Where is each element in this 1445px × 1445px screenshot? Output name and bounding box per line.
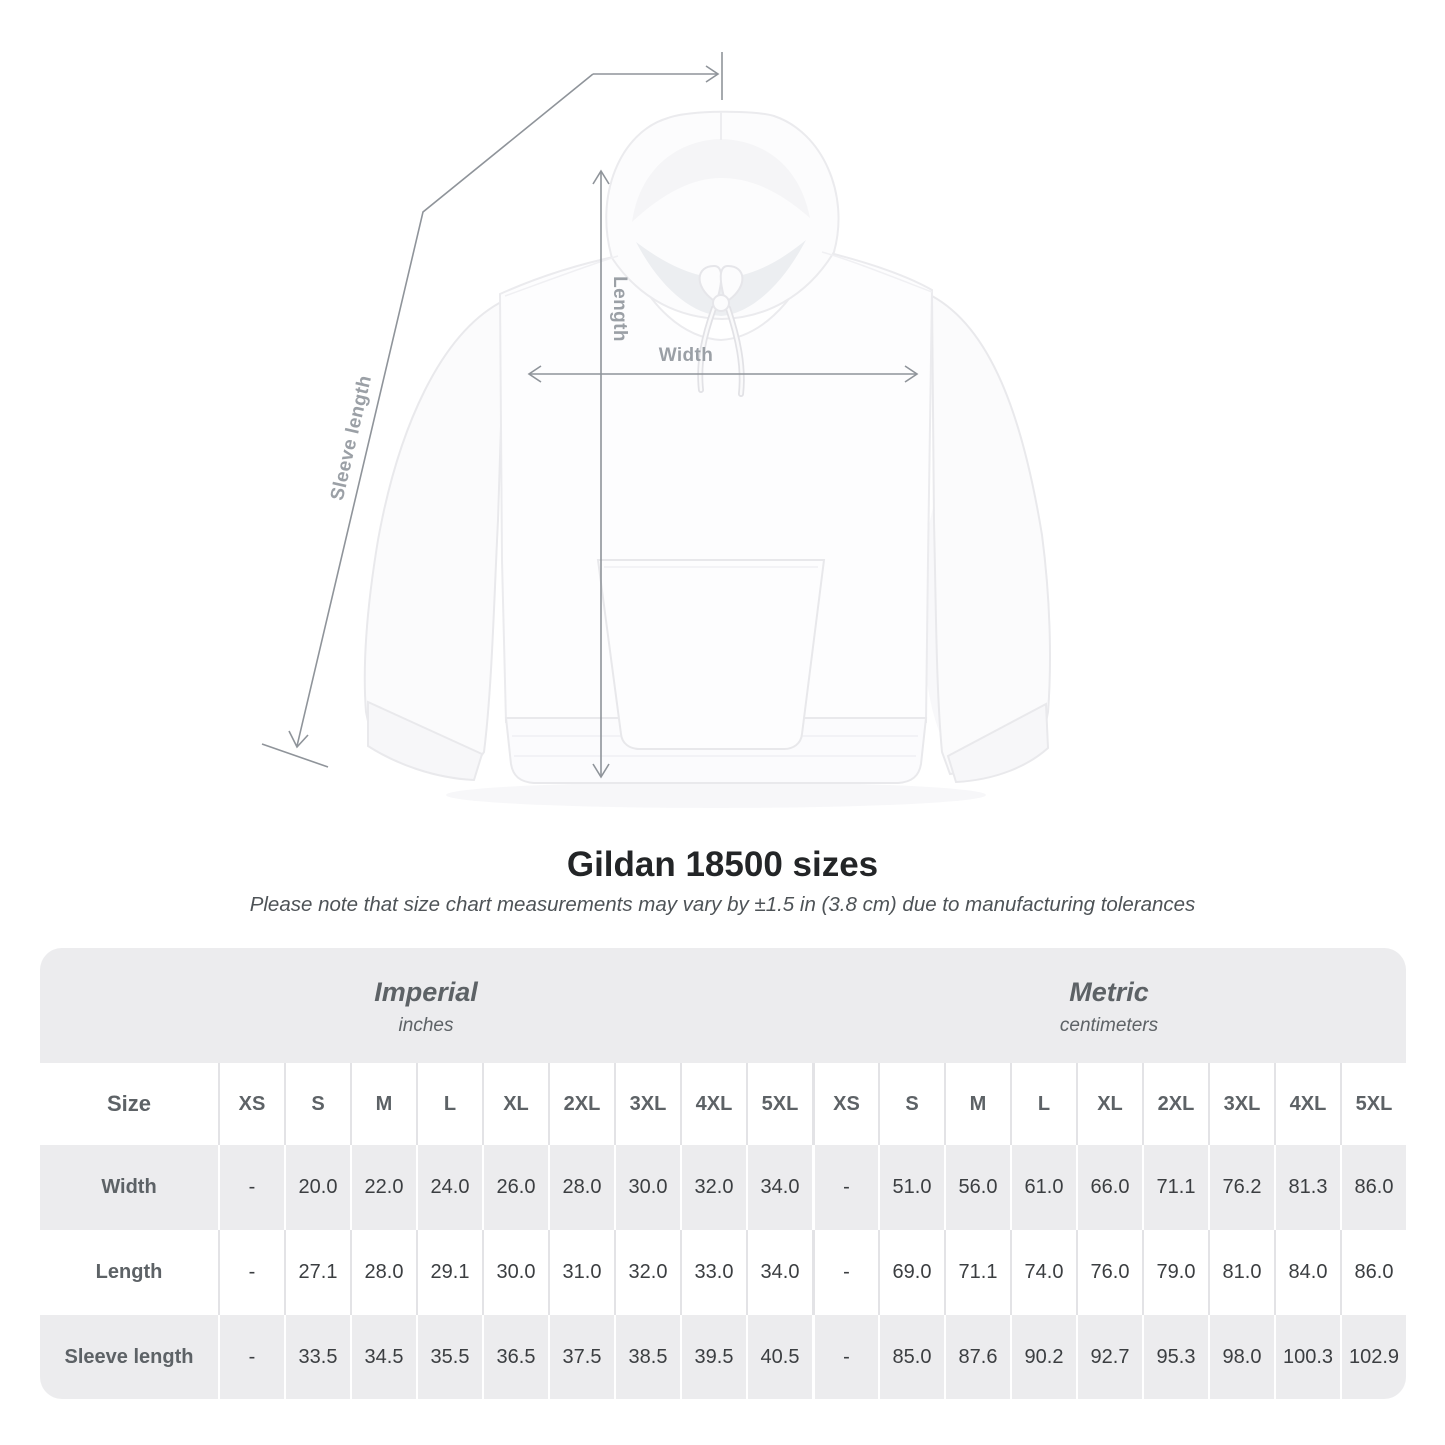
size-value-cell: 31.0 [548, 1230, 614, 1315]
size-chart-title: Gildan 18500 sizes [566, 845, 879, 884]
metric-label: Metric [1069, 976, 1149, 1007]
size-value-cell: 71.1 [944, 1230, 1010, 1315]
size-value-cell: 74.0 [1010, 1230, 1076, 1315]
size-value-cell: 33.0 [680, 1230, 746, 1315]
size-col-header: 4XL [680, 1063, 746, 1145]
size-col-header: 4XL [1274, 1063, 1340, 1145]
size-col-header: S [878, 1063, 944, 1145]
size-value-cell: 26.0 [482, 1145, 548, 1230]
size-value-cell: - [218, 1145, 284, 1230]
size-value-cell: - [218, 1315, 284, 1399]
size-value-cell: 27.1 [284, 1230, 350, 1315]
size-value-cell: 32.0 [614, 1230, 680, 1315]
size-value-cell: 71.1 [1142, 1145, 1208, 1230]
size-value-cell: 40.5 [746, 1315, 812, 1399]
size-value-cell: 76.0 [1076, 1230, 1142, 1315]
size-value-cell: 95.3 [1142, 1315, 1208, 1399]
size-value-cell: 38.5 [614, 1315, 680, 1399]
imperial-group-header [40, 948, 812, 1063]
size-col-header: M [944, 1063, 1010, 1145]
size-col-header: L [1010, 1063, 1076, 1145]
size-col-header: 5XL [1340, 1063, 1406, 1145]
size-value-cell: 39.5 [680, 1315, 746, 1399]
size-value-cell: 22.0 [350, 1145, 416, 1230]
size-value-cell: 92.7 [1076, 1315, 1142, 1399]
size-col-header: XL [482, 1063, 548, 1145]
size-value-cell: 24.0 [416, 1145, 482, 1230]
metric-group-header [812, 948, 1406, 1063]
size-value-cell: 100.3 [1274, 1315, 1340, 1399]
size-table [40, 948, 1406, 1399]
size-value-cell: 28.0 [548, 1145, 614, 1230]
row-label: Length [40, 1230, 218, 1315]
size-value-cell: 20.0 [284, 1145, 350, 1230]
row-label: Sleeve length [40, 1315, 218, 1399]
size-col-header: L [416, 1063, 482, 1145]
ground-shadow [446, 782, 986, 808]
size-col-header: XS [218, 1063, 284, 1145]
size-col-header: XL [1076, 1063, 1142, 1145]
row-label: Width [40, 1145, 218, 1230]
kangaroo-pocket [598, 560, 824, 749]
length-label: Length [609, 276, 630, 342]
size-value-cell: 81.0 [1208, 1230, 1274, 1315]
size-col-header: S [284, 1063, 350, 1145]
sleeve-length-label: Sleeve length [326, 373, 377, 503]
size-value-cell: 86.0 [1340, 1230, 1406, 1315]
size-col-header: 2XL [548, 1063, 614, 1145]
size-value-cell: 29.1 [416, 1230, 482, 1315]
size-value-cell: 30.0 [482, 1230, 548, 1315]
size-header: Size [40, 1063, 218, 1145]
size-value-cell: 36.5 [482, 1315, 548, 1399]
size-value-cell: 86.0 [1340, 1145, 1406, 1230]
size-value-cell: - [812, 1230, 878, 1315]
size-value-cell: 102.9 [1340, 1315, 1406, 1399]
size-value-cell: 76.2 [1208, 1145, 1274, 1230]
size-value-cell: 51.0 [878, 1145, 944, 1230]
size-value-cell: 61.0 [1010, 1145, 1076, 1230]
size-col-header: 3XL [1208, 1063, 1274, 1145]
size-value-cell: - [218, 1230, 284, 1315]
size-value-cell: 34.5 [350, 1315, 416, 1399]
size-value-cell: 66.0 [1076, 1145, 1142, 1230]
size-col-header: 3XL [614, 1063, 680, 1145]
size-value-cell: 28.0 [350, 1230, 416, 1315]
width-label: Width [658, 345, 714, 366]
size-value-cell: 79.0 [1142, 1230, 1208, 1315]
size-col-header: XS [812, 1063, 878, 1145]
size-value-cell: 98.0 [1208, 1315, 1274, 1399]
imperial-unit: inches [398, 1014, 454, 1036]
size-value-cell: 34.0 [746, 1230, 812, 1315]
size-col-header: 2XL [1142, 1063, 1208, 1145]
size-value-cell: - [812, 1145, 878, 1230]
size-value-cell: 69.0 [878, 1230, 944, 1315]
size-value-cell: 81.3 [1274, 1145, 1340, 1230]
size-col-header: M [350, 1063, 416, 1145]
size-value-cell: 32.0 [680, 1145, 746, 1230]
size-value-cell: 85.0 [878, 1315, 944, 1399]
imperial-label: Imperial [374, 976, 478, 1007]
size-chart-note: Please note that size chart measurements may vary by ±1.5 in (3.8 cm) due to manufacturing tolerances [249, 893, 1196, 916]
size-col-header: 5XL [746, 1063, 812, 1145]
size-value-cell: 90.2 [1010, 1315, 1076, 1399]
size-value-cell: 34.0 [746, 1145, 812, 1230]
size-value-cell: - [812, 1315, 878, 1399]
size-value-cell: 84.0 [1274, 1230, 1340, 1315]
size-value-cell: 35.5 [416, 1315, 482, 1399]
metric-unit: centimeters [1059, 1014, 1159, 1036]
size-value-cell: 37.5 [548, 1315, 614, 1399]
right-sleeve [932, 296, 1050, 774]
size-value-cell: 87.6 [944, 1315, 1010, 1399]
size-value-cell: 30.0 [614, 1145, 680, 1230]
size-value-cell: 56.0 [944, 1145, 1010, 1230]
size-value-cell: 33.5 [284, 1315, 350, 1399]
